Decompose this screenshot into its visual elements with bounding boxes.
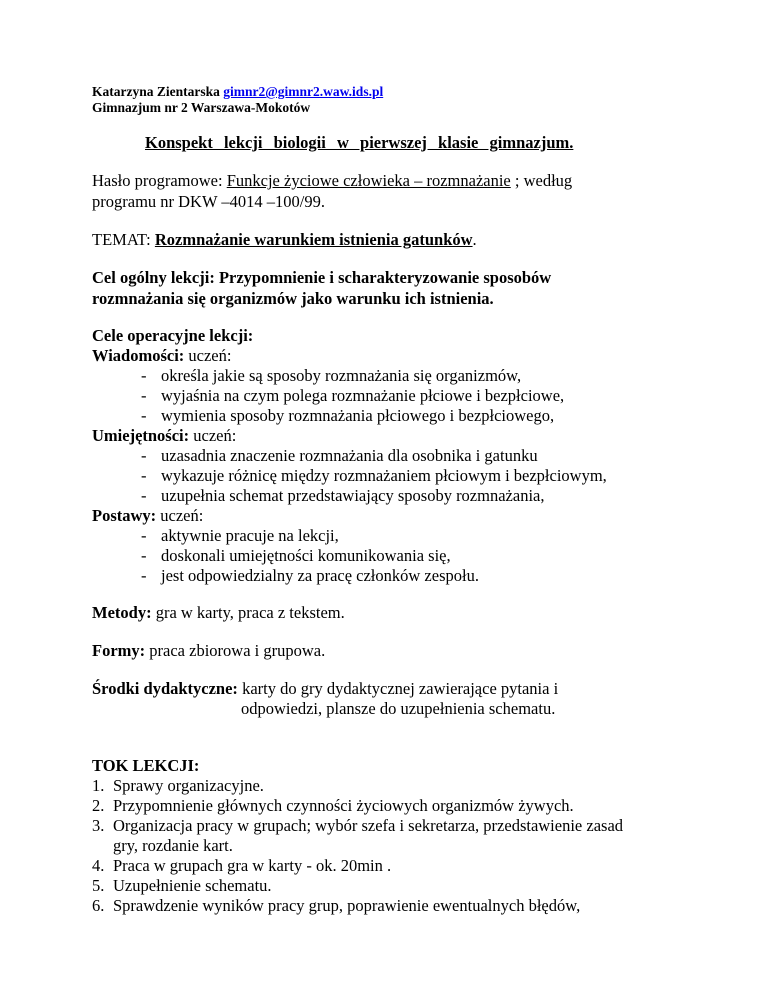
course-item-number: 1. (92, 776, 105, 795)
skills-who: uczeń: (189, 426, 237, 445)
program-topic: Funkcje życiowe człowieka – rozmnażanie (226, 171, 511, 190)
aids-line (92, 679, 558, 699)
program-line (92, 171, 572, 191)
course-heading: TOK LEKCJI: (92, 756, 200, 775)
knowledge-label: Wiadomości: (92, 346, 185, 365)
course-item (92, 816, 624, 836)
forms-line (92, 641, 325, 661)
skills-heading (92, 426, 236, 446)
list-item: - doskonali umiejętności komunikowania się, (141, 546, 451, 565)
course-item (92, 876, 272, 896)
forms-value: praca zbiorowa i grupowa. (145, 641, 326, 660)
school-name: Gimnazjum nr 2 Warszawa-Mokotów (92, 100, 311, 115)
topic-end: . (472, 230, 477, 249)
topic-line (92, 230, 477, 250)
list-item: - wymienia sposoby rozmnażania płciowego i bezpłciowego, (141, 406, 555, 425)
program-suffix: ; według (510, 171, 573, 190)
bullet-dash: - (141, 546, 147, 565)
list-item: - uzasadnia znaczenie rozmnażania dla osobnika i gatunku (141, 446, 538, 465)
course-item-text: Sprawdzenie wyników pracy grup, poprawienie ewentualnych błędów, (113, 896, 581, 915)
topic-value: Rozmnażanie warunkiem istnienia gatunków (154, 230, 473, 249)
course-item-text: gry, rozdanie kart. (113, 836, 233, 855)
bullet-dash: - (141, 526, 147, 545)
bullet-dash: - (141, 566, 147, 585)
course-item-number: 4. (92, 856, 105, 875)
course-item-text: Uzupełnienie schematu. (113, 876, 272, 895)
author-line (92, 84, 383, 100)
program-label: Hasło programowe: (92, 171, 227, 190)
bullet-dash: - (141, 406, 147, 425)
list-item: - wykazuje różnicę między rozmnażaniem płciowym i bezpłciowym, (141, 466, 607, 485)
attitudes-who: uczeń: (156, 506, 204, 525)
document-title: Konspekt lekcji biologii w pierwszej klasie gimnazjum. (145, 133, 574, 152)
bullet-dash: - (141, 486, 147, 505)
course-item-text: Przypomnienie głównych czynności życiowych organizmów żywych. (113, 796, 574, 815)
list-item: - jest odpowiedzialny za pracę członków zespołu. (141, 566, 479, 585)
list-item: - wyjaśnia na czym polega rozmnażanie płciowe i bezpłciowe, (141, 386, 565, 405)
list-item: - uzupełnia schemat przedstawiający sposoby rozmnażania, (141, 486, 545, 505)
bullet-dash: - (141, 446, 147, 465)
bullet-dash: - (141, 466, 147, 485)
attitudes-heading (92, 506, 203, 526)
bullet-dash: - (141, 366, 147, 385)
methods-line (92, 603, 345, 623)
course-item-text: Sprawy organizacyjne. (113, 776, 264, 795)
objectives-heading: Cele operacyjne lekcji: (92, 326, 254, 345)
program-number: programu nr DKW –4014 –100/99. (92, 192, 325, 211)
course-item (92, 776, 264, 796)
list-item: - określa jakie są sposoby rozmnażania się organizmów, (141, 366, 522, 385)
topic-label: TEMAT: (92, 230, 155, 249)
course-item-number: 6. (92, 896, 105, 915)
skills-label: Umiejętności: (92, 426, 190, 445)
course-item-number: 5. (92, 876, 105, 895)
course-item-number: 3. (92, 816, 105, 835)
goal-line-1: Cel ogólny lekcji: Przypomnienie i scharakteryzowanie sposobów (92, 268, 552, 287)
author-name: Katarzyna Zientarska (92, 84, 220, 99)
methods-label: Metody: (92, 603, 152, 622)
forms-label: Formy: (92, 641, 146, 660)
knowledge-heading (92, 346, 231, 366)
course-item-text: Organizacja pracy w grupach; wybór szefa i sekretarza, przedstawienie zasad (113, 816, 624, 835)
list-item: - aktywnie pracuje na lekcji, (141, 526, 339, 545)
aids-label: Środki dydaktyczne: (92, 679, 238, 698)
methods-value: gra w karty, praca z tekstem. (151, 603, 345, 622)
attitudes-label: Postawy: (92, 506, 157, 525)
course-item (92, 896, 581, 916)
course-item (92, 856, 392, 876)
email-link[interactable]: gimnr2@gimnr2.waw.ids.pl (223, 84, 384, 99)
knowledge-who: uczeń: (184, 346, 232, 365)
course-item-text: Praca w grupach gra w karty - ok. 20min . (113, 856, 392, 875)
goal-line-2: rozmnażania się organizmów jako warunku ich istnienia. (92, 289, 494, 308)
aids-value: karty do gry dydaktycznej zawierające pytania i (237, 679, 559, 698)
bullet-dash: - (141, 386, 147, 405)
aids-line-2: odpowiedzi, plansze do uzupełnienia schematu. (241, 699, 556, 718)
course-item-number: 2. (92, 796, 105, 815)
course-item (92, 796, 574, 816)
